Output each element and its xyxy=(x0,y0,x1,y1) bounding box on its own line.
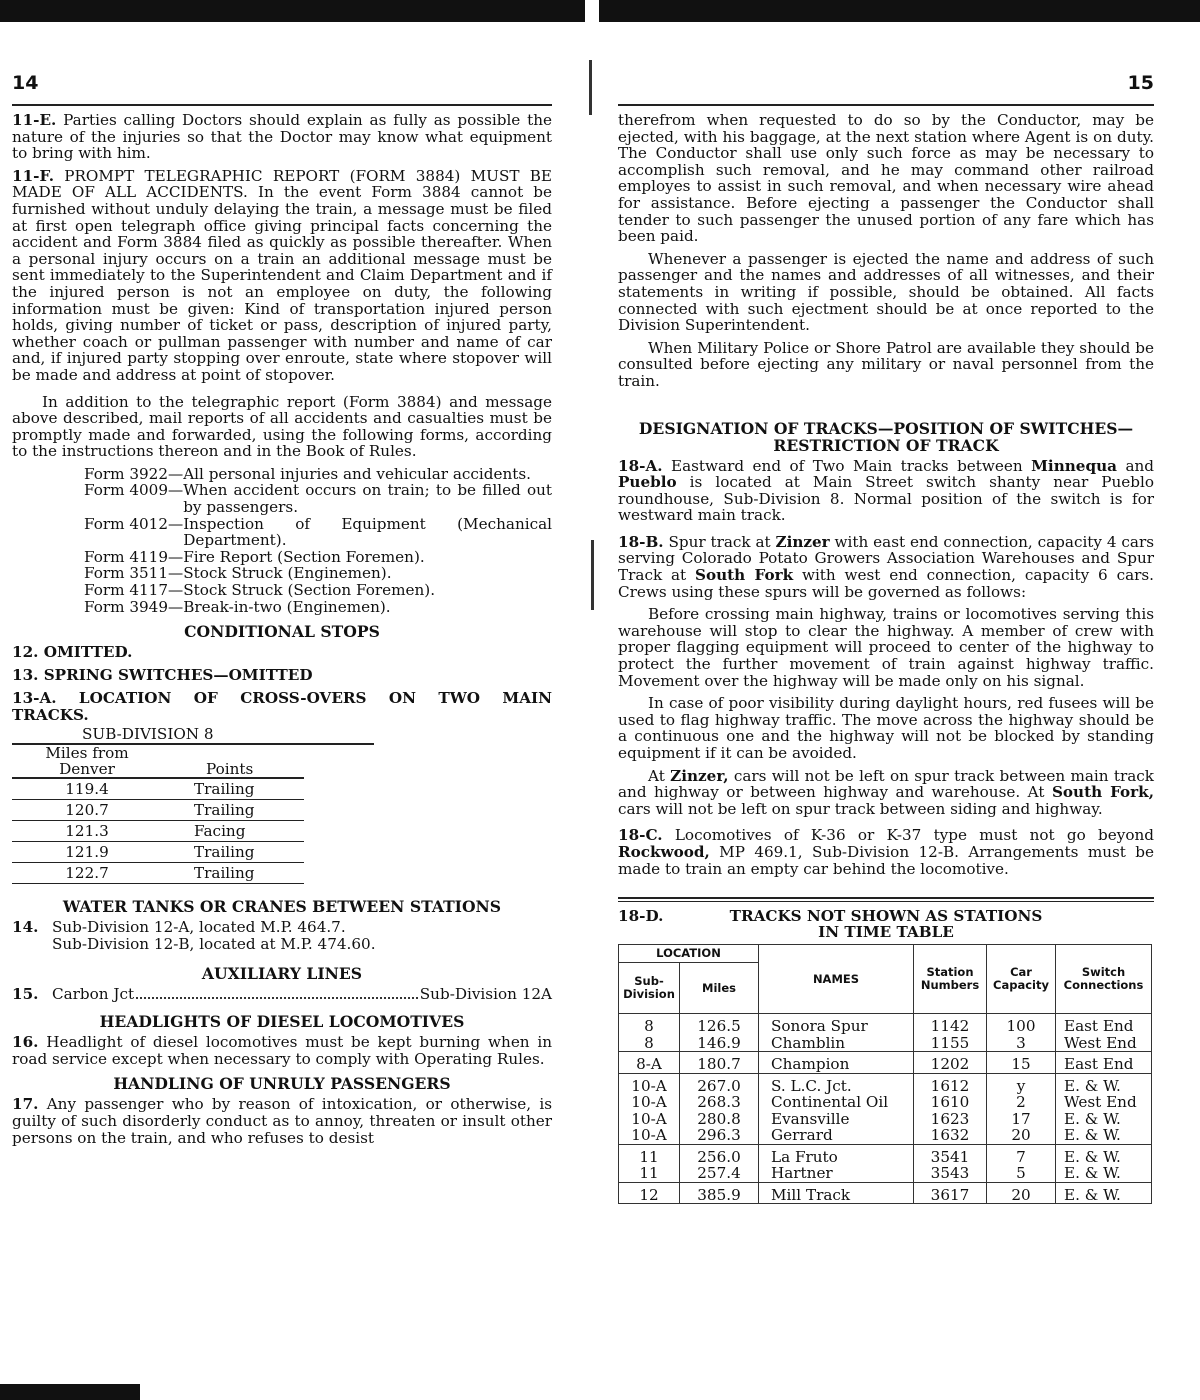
heading-auxiliary-lines: AUXILIARY LINES xyxy=(201,964,363,984)
col-car-capacity: Car Capacity xyxy=(987,945,1056,1014)
col-points: Points xyxy=(162,745,304,778)
table-cell-name: Champion xyxy=(759,1052,914,1074)
form-item: Form 4119— Fire Report (Section Foremen). xyxy=(84,547,425,566)
table-cell-station: 1612 xyxy=(914,1073,987,1094)
rule-18d-heading: 18-D. TRACKS NOT SHOWN AS STATIONS IN TIME TABLE xyxy=(618,907,1043,942)
table-cell-station: 1623 xyxy=(914,1111,987,1128)
paragraph-poor-visibility: In case of poor visibility during daylight hours, red fusees will be used to flag highway traffic. The move across the highway should be a continuous one and the highway will not be blocked by standing equipment if it can be avoided. xyxy=(618,694,1154,762)
gutter-mark xyxy=(589,60,592,115)
table-row xyxy=(619,1144,1152,1165)
table-cell-station: 1202 xyxy=(914,1052,987,1074)
form-item: Form 3922— All personal injuries and vehicular accidents. xyxy=(84,464,532,483)
table-cell-sub: 8 xyxy=(619,1035,680,1052)
table-cell-name: Gerrard xyxy=(759,1127,914,1144)
table-cell-name: Hartner xyxy=(759,1165,914,1182)
rule-18a: 18-A. Eastward end of Two Main tracks between Minnequa and Pueblo is located at Main Street switch shanty near Pueblo roundhouse, Sub-Division 8. Normal position of the switch is for westward main track. xyxy=(618,456,1155,525)
paragraph-whenever: Whenever a passenger is ejected the name and address of such passenger and the names and addresses of all witnesses, and their statements in writing if possible, should be obtained. All facts connected with such ejectment should be at once reported to the Division Superintendent. xyxy=(618,249,1154,335)
table-row xyxy=(619,1127,1152,1144)
col-switch-connections: Switch Connections xyxy=(1056,945,1152,1014)
table-row xyxy=(619,1094,1152,1111)
rule-17: 17. Any passenger who by reason of intoxication, or otherwise, is guilty of such disorderly conduct as to annoy, threaten or insult other persons on the train, and who refuses to desist xyxy=(12,1095,553,1147)
rule-13: 13. SPRING SWITCHES—OMITTED xyxy=(12,666,313,685)
paragraph-continued: therefrom when requested to do so by the Conductor, may be ejected, with his baggage, at the next station where Agent is on duty. The Conductor shall use only such force as may be necessary to accomplish such removal, and he may command other railroad employes to assist in such removal, and when necessary wire ahead for assistance. Before ejecting a passenger the Conductor shall tender to such passenger the unused portion of any fare which has been paid. xyxy=(618,111,1154,246)
table-cell-switch: E. & W. xyxy=(1056,1182,1152,1204)
page-number: 14 xyxy=(12,72,39,94)
heading-unruly-passengers: HANDLING OF UNRULY PASSENGERS xyxy=(113,1074,451,1094)
right-page xyxy=(618,72,1154,1204)
table-row xyxy=(619,1111,1152,1128)
table-cell-sub: 10-A xyxy=(619,1127,680,1144)
table-cell-name: La Fruto xyxy=(759,1144,914,1165)
table-cell-cap: 7 xyxy=(987,1144,1056,1165)
table-cell-station: 1610 xyxy=(914,1094,987,1111)
table-cell-sub: 11 xyxy=(619,1165,680,1182)
table-cell-miles: 385.9 xyxy=(680,1182,759,1204)
table-cell-cap: 2 xyxy=(987,1094,1056,1111)
forms-list xyxy=(84,466,552,615)
table-cell-name: Chamblin xyxy=(759,1035,914,1052)
tracks-table xyxy=(618,944,1152,1204)
table-cell-miles: 146.9 xyxy=(680,1035,759,1052)
table-cell-switch: E. & W. xyxy=(1056,1165,1152,1182)
col-names: NAMES xyxy=(759,945,914,1014)
table-cell-sub: 8 xyxy=(619,1014,680,1035)
rule-18c: 18-C. Locomotives of K-36 or K-37 type must not go beyond Rockwood, MP 469.1, Sub-Division 12-B. Arrangements must be made to train an empty car behind the locomotive. xyxy=(618,826,1154,878)
table-cell-cap: 20 xyxy=(987,1127,1056,1144)
page-number: 15 xyxy=(1127,72,1154,94)
table-cell-switch: West End xyxy=(1056,1094,1152,1111)
col-subdivision: Sub-Division xyxy=(619,963,680,1014)
table-cell-cap: 20 xyxy=(987,1182,1056,1204)
crossover-table xyxy=(12,745,304,884)
gutter-mark xyxy=(591,540,594,610)
paragraph-military: When Military Police or Shore Patrol are available they should be consulted before ejecting any military or naval personnel from the train. xyxy=(618,338,1154,390)
table-cell-sub: 10-A xyxy=(619,1111,680,1128)
table-row xyxy=(619,1073,1152,1094)
table-cell-switch: East End xyxy=(1056,1052,1152,1074)
rule-12: 12. OMITTED. xyxy=(12,643,133,662)
header-rule xyxy=(618,104,1154,106)
crossover-subdivision: SUB-DIVISION 8 xyxy=(12,726,374,745)
col-miles: Miles from Denver xyxy=(12,745,162,778)
form-item: Form 3949— Break-in-two (Enginemen). xyxy=(84,597,391,616)
table-row xyxy=(619,1182,1152,1204)
paragraph-at-zinzer: At Zinzer, cars will not be left on spur track between main track and highway or between highway and warehouse. At South Fork, cars will not be left on spur track between siding and highway. xyxy=(618,766,1155,818)
heading-headlights: HEADLIGHTS OF DIESEL LOCOMOTIVES xyxy=(99,1012,465,1032)
table-cell-sub: 10-A xyxy=(619,1073,680,1094)
table-cell-cap: 3 xyxy=(987,1035,1056,1052)
section-rule xyxy=(618,897,1154,902)
rule-16: 16. Headlight of diesel locomotives must be kept burning when in road service except when necessary to comply with Operating Rules. xyxy=(12,1033,553,1068)
table-cell-cap: 17 xyxy=(987,1111,1056,1128)
col-location: LOCATION xyxy=(619,945,759,963)
table-cell-name: Sonora Spur xyxy=(759,1014,914,1035)
table-cell-switch: E. & W. xyxy=(1056,1073,1152,1094)
rule-14: 14. Sub-Division 12-A, located M.P. 464.7. Sub-Division 12-B, located at M.P. 474.60. xyxy=(12,918,376,954)
rule-11e: 11-E. Parties calling Doctors should explain as fully as possible the nature of the injuries so that the Doctor may know what equipment to bring with him. xyxy=(12,111,552,163)
table-row: 119.4 Trailing xyxy=(12,778,304,800)
table-cell-station: 3541 xyxy=(914,1144,987,1165)
table-row xyxy=(619,1165,1152,1182)
heading-conditional-stops: CONDITIONAL STOPS xyxy=(184,622,380,642)
heading-designation: DESIGNATION OF TRACKS—POSITION OF SWITCHES—RESTRICTION OF TRACK xyxy=(638,418,1134,455)
form-item: Form 4012— Inspection of Equipment (Mechanical Department). xyxy=(84,514,552,550)
heading-water-tanks: WATER TANKS OR CRANES BETWEEN STATIONS xyxy=(62,897,502,917)
table-cell-miles: 257.4 xyxy=(680,1165,759,1182)
table-cell-station: 1632 xyxy=(914,1127,987,1144)
form-item: Form 4009— When accident occurs on train; to be filled out by passengers. xyxy=(84,481,552,517)
table-cell-miles: 296.3 xyxy=(680,1127,759,1144)
table-cell-cap: 100 xyxy=(987,1014,1056,1035)
rule-11f: 11-F. PROMPT TELEGRAPHIC REPORT (FORM 3884) MUST BE MADE OF ALL ACCIDENTS. In the event Form 3884 cannot be furnished without unduly delaying the train, a message must be filed at first open telegraph office giving principal facts concerning the accident and Form 3884 filed as quickly as possible thereafter. When a personal injury occurs on a train an additional message must be sent immediately to the Superintendent and Claim Department and if the injured person is not an employee on duty, the following information must be given: Kind of transportation injured person holds, giving number of ticket or pass, description of injured party, whether coach or pullman passenger with number and name of car and, if injured party stopping over enroute, state where stopover will be made and address at point of stopover. xyxy=(12,166,553,384)
table-cell-cap: 15 xyxy=(987,1052,1056,1074)
table-cell-miles: 267.0 xyxy=(680,1073,759,1094)
table-cell-cap: y xyxy=(987,1073,1056,1094)
header-rule xyxy=(12,104,552,106)
book-spine-gap xyxy=(585,0,599,22)
table-row: 121.3 Facing xyxy=(12,821,304,842)
table-row xyxy=(619,1035,1152,1052)
table-row: 120.7 Trailing xyxy=(12,800,304,821)
rule-18b: 18-B. Spur track at Zinzer with east end connection, capacity 4 cars serving Colorado Potato Growers Association Warehouses and Spur Track at South Fork with west end connection, capacity 6 cars. Crews using these spurs will be governed as follows: xyxy=(618,532,1155,601)
scan-bottom-mark xyxy=(0,1384,140,1400)
table-cell-sub: 8-A xyxy=(619,1052,680,1074)
table-cell-name: Mill Track xyxy=(759,1182,914,1204)
paragraph-before-crossing: Before crossing main highway, trains or locomotives serving this warehouse will stop to clear the highway. A member of crew with proper flagging equipment will proceed to center of the highway to protect the further movement of train against highway traffic. Movement over the highway will be made only on his signal. xyxy=(618,605,1154,690)
table-cell-sub: 10-A xyxy=(619,1094,680,1111)
table-cell-switch: West End xyxy=(1056,1035,1152,1052)
rule-15: 15. Carbon Jct Sub-Division 12A xyxy=(12,985,552,1004)
table-cell-switch: E. & W. xyxy=(1056,1144,1152,1165)
dot-leader xyxy=(136,986,418,999)
rule-13a: 13-A. LOCATION OF CROSS-OVERS ON TWO MAIN TRACKS. xyxy=(12,689,552,725)
table-cell-miles: 180.7 xyxy=(680,1052,759,1074)
table-cell-miles: 256.0 xyxy=(680,1144,759,1165)
form-item: Form 3511— Stock Struck (Enginemen). xyxy=(84,564,392,583)
scan-top-edge xyxy=(0,0,1200,22)
table-cell-switch: E. & W. xyxy=(1056,1111,1152,1128)
table-cell-switch: E. & W. xyxy=(1056,1127,1152,1144)
table-cell-miles: 280.8 xyxy=(680,1111,759,1128)
form-item: Form 4117— Stock Struck (Section Foremen). xyxy=(84,581,436,600)
table-row xyxy=(619,1052,1152,1074)
table-cell-station: 3543 xyxy=(914,1165,987,1182)
table-cell-station: 3617 xyxy=(914,1182,987,1204)
table-cell-sub: 12 xyxy=(619,1182,680,1204)
col-miles: Miles xyxy=(680,963,759,1014)
table-cell-name: Evansville xyxy=(759,1111,914,1128)
table-cell-name: Continental Oil xyxy=(759,1094,914,1111)
table-cell-miles: 268.3 xyxy=(680,1094,759,1111)
table-cell-name: S. L.C. Jct. xyxy=(759,1073,914,1094)
table-cell-station: 1155 xyxy=(914,1035,987,1052)
paragraph-addition: In addition to the telegraphic report (Form 3884) and message above described, mail reports of all accidents and casualties must be promptly made and forwarded, using the following forms, according to the instructions thereon and in the Book of Rules. xyxy=(12,392,552,461)
tracks-body xyxy=(619,1014,1152,1204)
left-page xyxy=(12,72,552,1152)
table-row: 121.9 Trailing xyxy=(12,842,304,863)
table-row xyxy=(619,1014,1152,1035)
table-cell-switch: East End xyxy=(1056,1014,1152,1035)
table-cell-station: 1142 xyxy=(914,1014,987,1035)
table-cell-miles: 126.5 xyxy=(680,1014,759,1035)
table-row: 122.7 Trailing xyxy=(12,863,304,884)
col-station-numbers: Station Numbers xyxy=(914,945,987,1014)
table-cell-sub: 11 xyxy=(619,1144,680,1165)
table-cell-cap: 5 xyxy=(987,1165,1056,1182)
